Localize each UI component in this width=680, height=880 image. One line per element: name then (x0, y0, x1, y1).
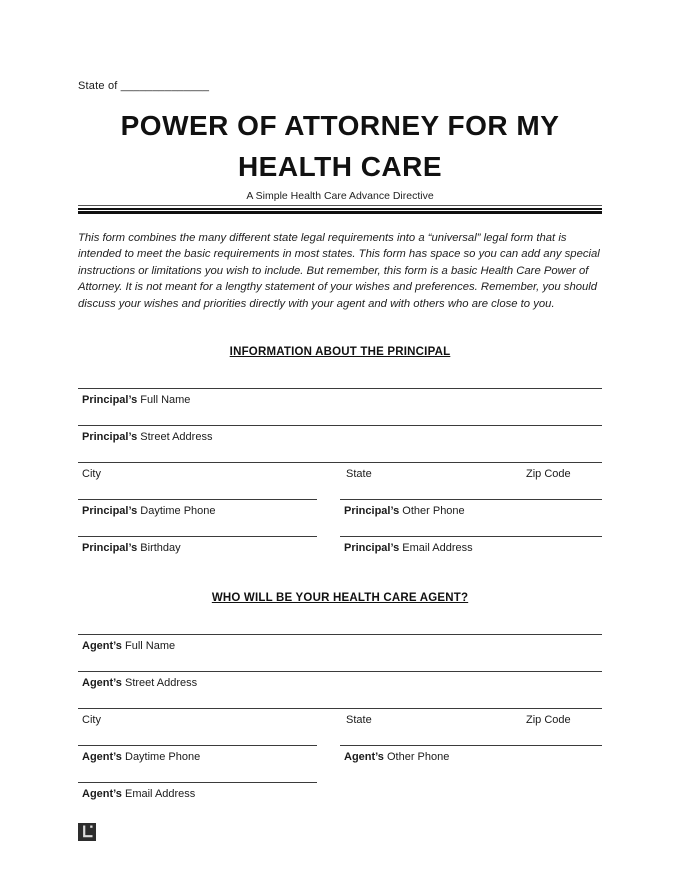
agent-street-address-label: Agent’s Street Address (82, 677, 198, 690)
principal-birthday-label: Principal’s Birthday (82, 542, 181, 555)
field-row-agent-email (78, 782, 602, 802)
intro-paragraph: This form combines the many different state legal requirements into a “universal” legal form that is intended to meet the basic requirements in most states. This form has space so you can add any special instructions or limitations you wish to include. But remember, this form is a basic Health Care Power of Attorney. It is not meant for a lengthy statement of your wishes and preferences. Remember, you should discuss your wishes and priorities directly with your agent and with others who are close to you. (78, 232, 600, 310)
field-agent-city-state-zip (78, 708, 602, 728)
legal-templates-logo-icon (78, 823, 96, 841)
principal-daytime-phone-label: Principal’s Daytime Phone (82, 505, 216, 518)
principal-email-label: Principal’s Email Address (344, 542, 473, 555)
document-title (78, 105, 602, 187)
field-principal-full-name (78, 388, 602, 408)
field-principal-email (340, 536, 602, 556)
field-agent-email (78, 782, 317, 802)
field-row-principal-phones (78, 499, 602, 519)
agent-city-label: City (82, 714, 101, 727)
state-of-label: State of (78, 80, 118, 92)
principal-street-address-label: Principal’s Street Address (82, 431, 213, 444)
field-row-principal-birthday-email (78, 536, 602, 556)
document-content (78, 0, 602, 802)
section-heading-agent: WHO WILL BE YOUR HEALTH CARE AGENT? (211, 592, 469, 605)
agent-full-name-label: Agent’s Full Name (82, 640, 176, 653)
field-agent-other-phone (340, 745, 602, 765)
field-agent-full-name (78, 634, 602, 654)
document-subtitle: A Simple Health Care Advance Directive (78, 190, 602, 206)
field-agent-daytime-phone (78, 745, 317, 765)
agent-email-label: Agent’s Email Address (82, 788, 196, 801)
state-of-field (78, 80, 602, 92)
agent-daytime-phone-label: Agent’s Daytime Phone (82, 751, 201, 764)
principal-state-label: State (346, 468, 372, 481)
field-principal-daytime-phone (78, 499, 317, 519)
title-line-1: POWER OF ATTORNEY FOR MY (120, 110, 560, 141)
field-principal-other-phone (340, 499, 602, 519)
principal-other-phone-label: Principal’s Other Phone (344, 505, 465, 518)
agent-state-label: State (346, 714, 372, 727)
title-line-2: HEALTH CARE (237, 151, 443, 182)
double-rule-divider (78, 208, 602, 214)
field-row-agent-phones (78, 745, 602, 765)
principal-city-label: City (82, 468, 101, 481)
field-principal-birthday (78, 536, 317, 556)
state-of-blank[interactable]: ______________ (120, 80, 210, 92)
principal-full-name-label: Principal’s Full Name (82, 394, 191, 407)
field-agent-street-address (78, 671, 602, 691)
principal-zip-label: Zip Code (526, 468, 571, 481)
field-principal-city-state-zip (78, 462, 602, 482)
section-heading-principal: INFORMATION ABOUT THE PRINCIPAL (229, 346, 451, 359)
agent-other-phone-label: Agent’s Other Phone (344, 751, 450, 764)
field-principal-street-address (78, 425, 602, 445)
agent-zip-label: Zip Code (526, 714, 571, 727)
